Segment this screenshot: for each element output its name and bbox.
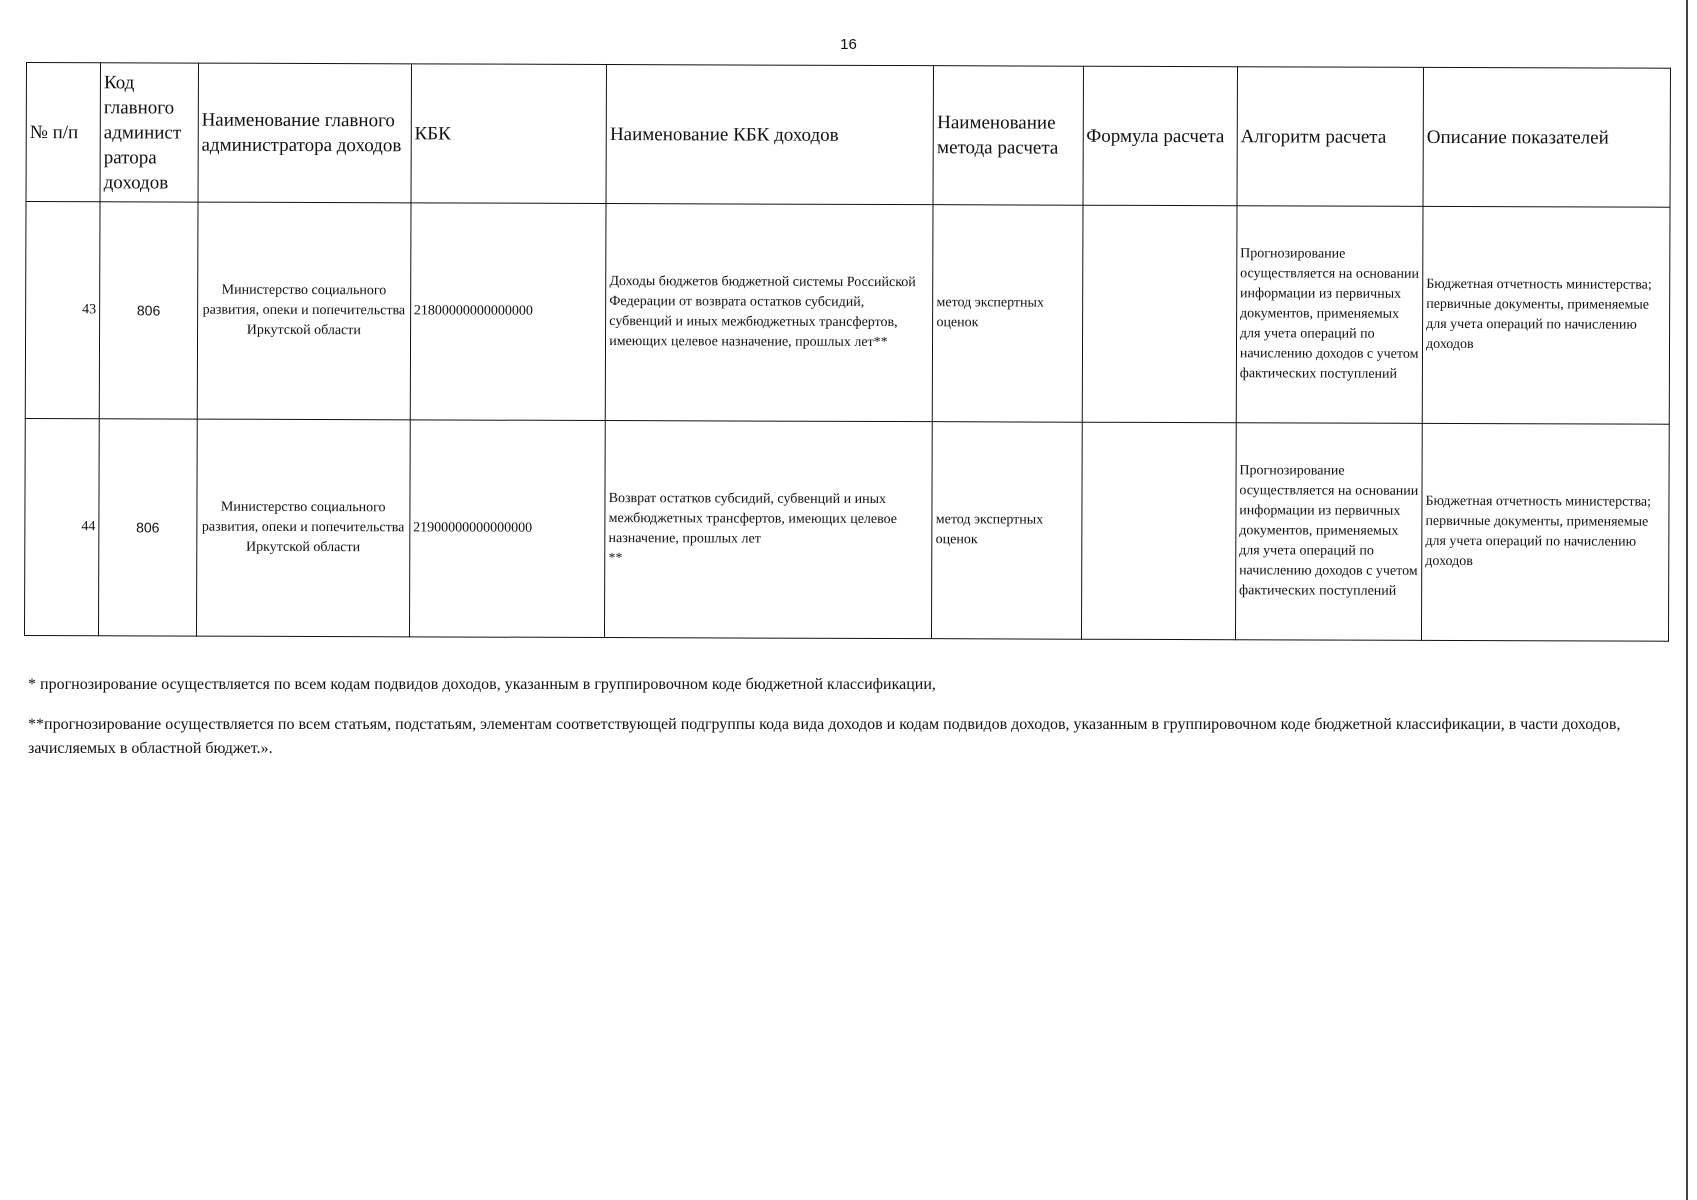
cell-description: Бюджетная отчетность министерства; первичные документы, применяемые для учета операций по начислению доходов xyxy=(1422,206,1670,424)
table-header-row xyxy=(26,63,1670,208)
cell-admin-name: Министерство социального развития, опеки и попечительства Иркутской области xyxy=(197,202,411,420)
cell-kbk-name: Доходы бюджетов бюджетной системы Российской Федерации от возврата остатков субсидий, субвенций и иных межбюджетных трансфертов, имеющих целевое назначение, прошлых лет** xyxy=(605,204,933,422)
header-num: № п/п xyxy=(26,63,101,202)
cell-num: 43 xyxy=(25,202,100,419)
cell-formula xyxy=(1082,205,1237,423)
cell-kbk-name: Возврат остатков субсидий, субвенций и иных межбюджетных трансфертов, имеющих целевое назначение, прошлых лет ** xyxy=(605,421,933,639)
header-formula: Формула расчета xyxy=(1083,66,1238,206)
cell-admin-code: 806 xyxy=(99,419,197,636)
footnote-double-asterisk: **прогнозирование осуществляется по всем статьям, подстатьям, элементам соответствующей подгруппы кода вида доходов и кодам подвидов доходов, указанным в группировочном коде бюджетной классификации, в части доходов, зачисляемых в областной бюджет.». xyxy=(28,716,1621,757)
cell-kbk: 21800000000000000 xyxy=(410,203,606,421)
footnote-single-asterisk: * прогнозирование осуществляется по всем кодам подвидов доходов, указанным в группировочном коде бюджетной классификации, xyxy=(28,676,936,693)
cell-description: Бюджетная отчетность министерства; первичные документы, применяемые для учета операций по начислению доходов xyxy=(1422,423,1670,641)
cell-algorithm: Прогнозирование осуществляется на основании информации из первичных документов, применяемых для учета операций по начислению доходов с учетом фактических поступлений xyxy=(1236,206,1423,424)
cell-method: метод экспертных оценок xyxy=(933,205,1083,423)
table-row xyxy=(24,418,1669,641)
header-algorithm: Алгоритм расчета xyxy=(1237,67,1424,207)
header-description: Описание показателей xyxy=(1423,67,1670,207)
cell-algorithm: Прогнозирование осуществляется на основании информации из первичных документов, применяемых для учета операций по начислению доходов с учетом фактических поступлений xyxy=(1235,423,1422,641)
cell-kbk: 21900000000000000 xyxy=(409,420,605,638)
revenue-forecast-table xyxy=(24,62,1671,642)
header-admin-name: Наименование главного администратора доходов xyxy=(198,63,411,203)
header-kbk-name: Наименование КБК доходов xyxy=(606,65,934,205)
header-method: Наименование метода расчета xyxy=(933,66,1083,206)
page-edge-line xyxy=(1686,0,1688,1200)
page-number: 16 xyxy=(840,36,857,53)
cell-admin-code: 806 xyxy=(99,202,197,419)
header-kbk: КБК xyxy=(411,64,607,204)
cell-num: 44 xyxy=(24,418,99,635)
cell-admin-name: Министерство социального развития, опеки и попечительства Иркутской области xyxy=(196,419,410,637)
cell-method: метод экспертных оценок xyxy=(932,422,1082,640)
table-row xyxy=(25,202,1670,425)
header-admin-code: Код главного админист ратора доходов xyxy=(100,63,198,202)
cell-formula xyxy=(1081,422,1236,640)
